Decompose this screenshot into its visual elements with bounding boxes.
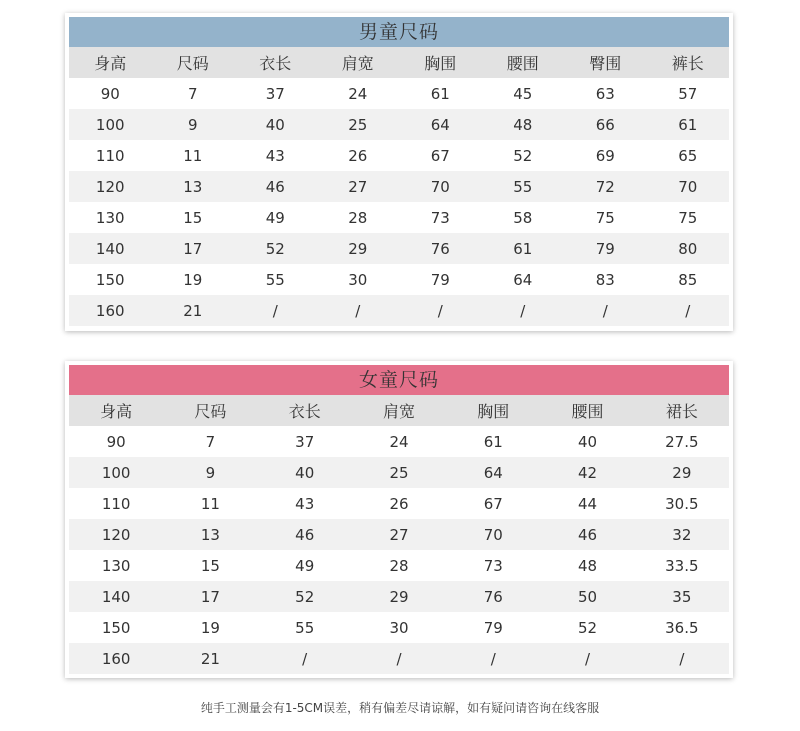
- girls-header-row: [69, 395, 729, 426]
- table-cell: 25: [317, 109, 400, 140]
- table-cell: 64: [399, 109, 482, 140]
- table-row: [69, 426, 729, 457]
- table-row: [69, 233, 729, 264]
- table-cell: 76: [399, 233, 482, 264]
- table-cell: 70: [399, 171, 482, 202]
- table-cell: 25: [352, 457, 446, 488]
- table-cell: 27: [352, 519, 446, 550]
- table-row: [69, 457, 729, 488]
- table-cell: 90: [69, 426, 163, 457]
- table-cell: /: [352, 643, 446, 674]
- table-cell: 30.5: [635, 488, 729, 519]
- header-waist: 腰围: [540, 395, 634, 426]
- table-cell: 49: [258, 550, 352, 581]
- table-cell: 130: [69, 202, 152, 233]
- header-shoulder-width: 肩宽: [352, 395, 446, 426]
- table-cell: 66: [564, 109, 647, 140]
- table-row: [69, 612, 729, 643]
- table-cell: 150: [69, 264, 152, 295]
- table-cell: 27: [317, 171, 400, 202]
- table-cell: 24: [352, 426, 446, 457]
- table-cell: 11: [152, 140, 235, 171]
- table-cell: 49: [234, 202, 317, 233]
- girls-size-chart: [65, 361, 733, 678]
- table-cell: 46: [234, 171, 317, 202]
- table-cell: 19: [152, 264, 235, 295]
- table-cell: /: [446, 643, 540, 674]
- table-cell: 79: [564, 233, 647, 264]
- boys-table-body: [69, 78, 729, 326]
- table-cell: /: [564, 295, 647, 326]
- table-cell: 40: [258, 457, 352, 488]
- table-row: [69, 171, 729, 202]
- table-cell: 64: [446, 457, 540, 488]
- table-cell: 24: [317, 78, 400, 109]
- table-cell: 43: [258, 488, 352, 519]
- table-cell: 35: [635, 581, 729, 612]
- table-cell: 30: [352, 612, 446, 643]
- table-cell: 48: [540, 550, 634, 581]
- table-cell: 150: [69, 612, 163, 643]
- table-cell: 76: [446, 581, 540, 612]
- table-cell: 40: [540, 426, 634, 457]
- table-cell: 110: [69, 140, 152, 171]
- table-row: [69, 581, 729, 612]
- table-cell: 73: [399, 202, 482, 233]
- table-cell: 75: [564, 202, 647, 233]
- table-cell: 19: [163, 612, 257, 643]
- table-cell: 140: [69, 581, 163, 612]
- measurement-note: 纯手工测量会有1-5CM误差，稍有偏差尽请谅解，如有疑问请咨询在线客服: [200, 701, 600, 715]
- boys-size-title: 男童尺码: [69, 17, 729, 47]
- table-cell: /: [635, 643, 729, 674]
- table-row: [69, 550, 729, 581]
- table-cell: 37: [234, 78, 317, 109]
- table-cell: /: [647, 295, 730, 326]
- boys-header-row: [69, 47, 729, 78]
- table-cell: 26: [352, 488, 446, 519]
- table-cell: 32: [635, 519, 729, 550]
- table-cell: 80: [647, 233, 730, 264]
- table-cell: 13: [152, 171, 235, 202]
- table-cell: /: [234, 295, 317, 326]
- table-row: [69, 264, 729, 295]
- header-hip: 臀围: [564, 47, 647, 78]
- table-cell: 17: [163, 581, 257, 612]
- table-cell: 72: [564, 171, 647, 202]
- table-row: [69, 78, 729, 109]
- table-cell: 160: [69, 295, 152, 326]
- table-cell: 75: [647, 202, 730, 233]
- table-cell: 55: [482, 171, 565, 202]
- header-height: 身高: [69, 395, 163, 426]
- table-cell: 48: [482, 109, 565, 140]
- table-cell: 26: [317, 140, 400, 171]
- table-cell: 61: [399, 78, 482, 109]
- header-top-length: 衣长: [234, 47, 317, 78]
- table-cell: 50: [540, 581, 634, 612]
- table-cell: 46: [258, 519, 352, 550]
- table-cell: 52: [540, 612, 634, 643]
- table-cell: 70: [647, 171, 730, 202]
- boys-size-chart: [65, 13, 733, 331]
- table-cell: 28: [352, 550, 446, 581]
- header-chest: 胸围: [399, 47, 482, 78]
- header-shoulder-width: 肩宽: [317, 47, 400, 78]
- table-row: [69, 109, 729, 140]
- table-cell: 64: [482, 264, 565, 295]
- girls-size-title: 女童尺码: [69, 365, 729, 395]
- table-cell: 52: [482, 140, 565, 171]
- table-row: [69, 643, 729, 674]
- table-cell: 70: [446, 519, 540, 550]
- table-cell: 63: [564, 78, 647, 109]
- girls-size-table: [69, 395, 729, 674]
- table-cell: 43: [234, 140, 317, 171]
- table-cell: 160: [69, 643, 163, 674]
- header-top-length: 衣长: [258, 395, 352, 426]
- table-cell: 27.5: [635, 426, 729, 457]
- table-cell: 120: [69, 519, 163, 550]
- table-cell: 36.5: [635, 612, 729, 643]
- table-cell: 21: [163, 643, 257, 674]
- table-cell: 90: [69, 78, 152, 109]
- table-cell: 110: [69, 488, 163, 519]
- table-cell: 29: [317, 233, 400, 264]
- table-row: [69, 488, 729, 519]
- table-cell: 11: [163, 488, 257, 519]
- table-cell: 52: [234, 233, 317, 264]
- table-cell: 44: [540, 488, 634, 519]
- table-cell: 58: [482, 202, 565, 233]
- header-size: 尺码: [152, 47, 235, 78]
- table-cell: /: [399, 295, 482, 326]
- table-cell: 15: [152, 202, 235, 233]
- table-cell: 69: [564, 140, 647, 171]
- table-cell: 65: [647, 140, 730, 171]
- table-cell: 120: [69, 171, 152, 202]
- table-cell: /: [540, 643, 634, 674]
- table-cell: 46: [540, 519, 634, 550]
- table-cell: 45: [482, 78, 565, 109]
- table-cell: 79: [399, 264, 482, 295]
- header-skirt-length: 裙长: [635, 395, 729, 426]
- table-cell: 15: [163, 550, 257, 581]
- header-waist: 腰围: [482, 47, 565, 78]
- table-cell: 55: [258, 612, 352, 643]
- table-cell: 100: [69, 457, 163, 488]
- girls-table-body: [69, 426, 729, 674]
- table-cell: 30: [317, 264, 400, 295]
- table-cell: 28: [317, 202, 400, 233]
- table-cell: 33.5: [635, 550, 729, 581]
- table-cell: 9: [163, 457, 257, 488]
- table-row: [69, 519, 729, 550]
- table-cell: 52: [258, 581, 352, 612]
- table-cell: 57: [647, 78, 730, 109]
- table-cell: 61: [482, 233, 565, 264]
- table-cell: 29: [635, 457, 729, 488]
- header-chest: 胸围: [446, 395, 540, 426]
- table-cell: 83: [564, 264, 647, 295]
- header-height: 身高: [69, 47, 152, 78]
- table-cell: 17: [152, 233, 235, 264]
- table-cell: 21: [152, 295, 235, 326]
- table-cell: 7: [152, 78, 235, 109]
- table-cell: 140: [69, 233, 152, 264]
- table-cell: /: [482, 295, 565, 326]
- table-cell: 7: [163, 426, 257, 457]
- table-cell: 79: [446, 612, 540, 643]
- boys-size-table: [69, 47, 729, 326]
- table-cell: 61: [647, 109, 730, 140]
- table-cell: 67: [399, 140, 482, 171]
- table-cell: 13: [163, 519, 257, 550]
- header-size: 尺码: [163, 395, 257, 426]
- table-row: [69, 295, 729, 326]
- table-cell: 55: [234, 264, 317, 295]
- table-cell: 73: [446, 550, 540, 581]
- table-cell: 67: [446, 488, 540, 519]
- header-pants-length: 裤长: [647, 47, 730, 78]
- table-cell: 130: [69, 550, 163, 581]
- table-cell: 100: [69, 109, 152, 140]
- table-cell: 37: [258, 426, 352, 457]
- table-row: [69, 140, 729, 171]
- table-cell: /: [317, 295, 400, 326]
- table-cell: 85: [647, 264, 730, 295]
- table-cell: 42: [540, 457, 634, 488]
- table-cell: 9: [152, 109, 235, 140]
- table-cell: 61: [446, 426, 540, 457]
- table-cell: 29: [352, 581, 446, 612]
- table-cell: 40: [234, 109, 317, 140]
- table-row: [69, 202, 729, 233]
- table-cell: /: [258, 643, 352, 674]
